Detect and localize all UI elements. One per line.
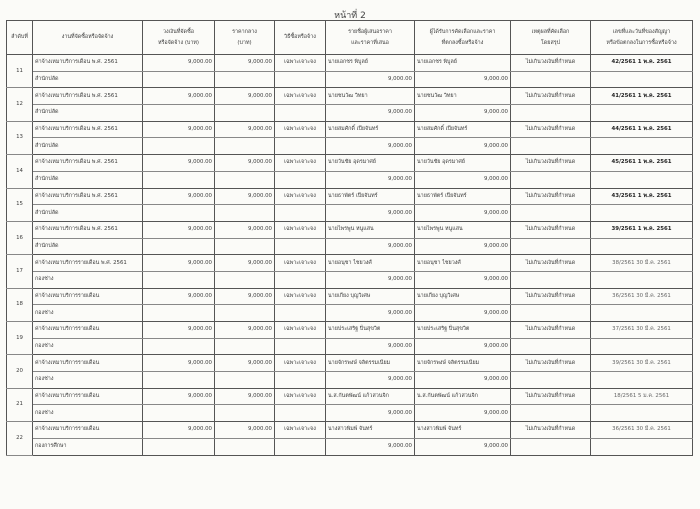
table-row	[7, 422, 693, 439]
cell-bidder: นายอนุชา ไชยวงศ์	[326, 255, 415, 272]
cell-median: 9,000.00	[215, 255, 275, 272]
table-subrow	[7, 105, 693, 122]
cell-item: ค่าจ้างเหมาบริการรายเดือน	[33, 422, 143, 439]
cell-reason: ไม่เกินวงเงินที่กำหนด	[511, 288, 591, 305]
cell-median: 9,000.00	[215, 188, 275, 205]
cell-win-price: 9,000.00	[415, 138, 511, 155]
cell-unit: กองช่าง	[33, 305, 143, 322]
cell-bid-price: 9,000.00	[326, 238, 415, 255]
cell-reason: ไม่เกินวงเงินที่กำหนด	[511, 355, 591, 372]
header-contract: เลขที่และวันที่ของสัญญา หรือข้อตกลงในการซื้อหรือจ้าง	[591, 21, 693, 55]
cell-contract: 43/2561 1 พ.ค. 2561	[591, 188, 693, 205]
cell-unit: สำนักปลัด	[33, 238, 143, 255]
cell-item: ค่าจ้างเหมาบริการรายเดือน	[33, 288, 143, 305]
header-median: ราคากลาง (บาท)	[215, 21, 275, 55]
header-winner: ผู้ได้รับการคัดเลือกและราคา ที่ตกลงซื้อหรือจ้าง	[415, 21, 511, 55]
cell-method: เฉพาะเจาะจง	[275, 88, 326, 105]
cell-bidder: นายสมศักดิ์ เปียจันทร์	[326, 121, 415, 138]
cell-method: เฉพาะเจาะจง	[275, 188, 326, 205]
cell-budget: 9,000.00	[143, 355, 215, 372]
cell-item: ค่าจ้างเหมาบริการเดือน พ.ศ. 2561	[33, 121, 143, 138]
table-subrow	[7, 438, 693, 455]
cell-item: ค่าจ้างเหมาบริการรายเดือน พ.ศ. 2561	[33, 255, 143, 272]
cell-contract: 45/2561 1 พ.ค. 2561	[591, 155, 693, 172]
cell-bidder: นางสาวพิมพ์ จันทร์	[326, 422, 415, 439]
cell-item: ค่าจ้างเหมาบริการรายเดือน	[33, 355, 143, 372]
cell-unit: กองช่าง	[33, 405, 143, 422]
table-row	[7, 188, 693, 205]
cell-median: 9,000.00	[215, 88, 275, 105]
cell-unit: สำนักปลัด	[33, 205, 143, 222]
table-row	[7, 88, 693, 105]
table-subrow	[7, 271, 693, 288]
cell-unit: สำนักปลัด	[33, 71, 143, 88]
cell-unit: สำนักปลัด	[33, 171, 143, 188]
cell-budget: 9,000.00	[143, 255, 215, 272]
cell-bidder: นายไพรพูน หนูแสน	[326, 221, 415, 238]
cell-method: เฉพาะเจาะจง	[275, 355, 326, 372]
header-method: วิธีซื้อหรือจ้าง	[275, 21, 326, 55]
cell-winner: นายสมศักดิ์ เปียจันทร์	[415, 121, 511, 138]
cell-no: 17	[7, 255, 33, 288]
cell-contract: 42/2561 1 พ.ค. 2561	[591, 55, 693, 72]
cell-median: 9,000.00	[215, 221, 275, 238]
cell-median: 9,000.00	[215, 388, 275, 405]
cell-contract: 39/2561 1 พ.ค. 2561	[591, 221, 693, 238]
table-row	[7, 322, 693, 339]
cell-win-price: 9,000.00	[415, 205, 511, 222]
table-row	[7, 155, 693, 172]
cell-no: 21	[7, 388, 33, 421]
cell-median: 9,000.00	[215, 322, 275, 339]
cell-bid-price: 9,000.00	[326, 438, 415, 455]
cell-unit: สำนักปลัด	[33, 138, 143, 155]
cell-item: ค่าจ้างเหมาบริการรายเดือน	[33, 322, 143, 339]
cell-contract: 38/2561 30 มี.ค. 2561	[591, 255, 693, 272]
cell-bidder: นายชนวัฒ วิทยา	[326, 88, 415, 105]
table-subrow	[7, 205, 693, 222]
cell-no: 22	[7, 422, 33, 455]
cell-bid-price: 9,000.00	[326, 405, 415, 422]
table-row	[7, 355, 693, 372]
cell-win-price: 9,000.00	[415, 238, 511, 255]
cell-budget: 9,000.00	[143, 88, 215, 105]
cell-winner: นายอนุชา ไชยวงศ์	[415, 255, 511, 272]
table-subrow	[7, 372, 693, 389]
cell-budget: 9,000.00	[143, 121, 215, 138]
cell-win-price: 9,000.00	[415, 338, 511, 355]
header-reason: เหตุผลที่คัดเลือก โดยสรุป	[511, 21, 591, 55]
cell-no: 13	[7, 121, 33, 154]
cell-winner: นายไพรพูน หนูแสน	[415, 221, 511, 238]
cell-reason: ไม่เกินวงเงินที่กำหนด	[511, 322, 591, 339]
cell-no: 12	[7, 88, 33, 121]
cell-no: 18	[7, 288, 33, 321]
cell-median: 9,000.00	[215, 288, 275, 305]
cell-item: ค่าจ้างเหมาบริการเดือน พ.ศ. 2561	[33, 155, 143, 172]
cell-bid-price: 9,000.00	[326, 305, 415, 322]
cell-winner: นายธาพัตร์ เปียจันทร์	[415, 188, 511, 205]
cell-bid-price: 9,000.00	[326, 138, 415, 155]
cell-contract: 18/2561 5 ม.ค. 2561	[591, 388, 693, 405]
cell-median: 9,000.00	[215, 121, 275, 138]
cell-reason: ไม่เกินวงเงินที่กำหนด	[511, 188, 591, 205]
cell-bid-price: 9,000.00	[326, 205, 415, 222]
procurement-table	[6, 20, 693, 456]
cell-budget: 9,000.00	[143, 221, 215, 238]
cell-win-price: 9,000.00	[415, 438, 511, 455]
cell-median: 9,000.00	[215, 422, 275, 439]
table-header	[7, 21, 693, 55]
table-row	[7, 221, 693, 238]
cell-win-price: 9,000.00	[415, 171, 511, 188]
cell-win-price: 9,000.00	[415, 305, 511, 322]
cell-bid-price: 9,000.00	[326, 271, 415, 288]
header-bidders: รายชื่อผู้เสนอราคา และราคาที่เสนอ	[326, 21, 415, 55]
cell-unit: กองช่าง	[33, 338, 143, 355]
cell-winner: นางสาวพิมพ์ จันทร์	[415, 422, 511, 439]
cell-method: เฉพาะเจาะจง	[275, 422, 326, 439]
cell-no: 11	[7, 55, 33, 88]
cell-reason: ไม่เกินวงเงินที่กำหนด	[511, 422, 591, 439]
cell-bid-price: 9,000.00	[326, 105, 415, 122]
cell-reason: ไม่เกินวงเงินที่กำหนด	[511, 88, 591, 105]
cell-method: เฉพาะเจาะจง	[275, 55, 326, 72]
cell-budget: 9,000.00	[143, 322, 215, 339]
table-subrow	[7, 171, 693, 188]
cell-method: เฉพาะเจาะจง	[275, 322, 326, 339]
cell-median: 9,000.00	[215, 355, 275, 372]
cell-reason: ไม่เกินวงเงินที่กำหนด	[511, 255, 591, 272]
cell-no: 16	[7, 221, 33, 254]
cell-bidder: นายเอกชร พิบูลย์	[326, 55, 415, 72]
cell-winner: นายเกียง บุญวิเศษ	[415, 288, 511, 305]
cell-method: เฉพาะเจาะจง	[275, 221, 326, 238]
table-body	[7, 55, 693, 456]
header-budget: วงเงินที่จัดซื้อ หรือจัดจ้าง (บาท)	[143, 21, 215, 55]
cell-item: ค่าจ้างเหมาบริการเดือน พ.ศ. 2561	[33, 88, 143, 105]
cell-bidder: นายจักรพงษ์ จลิตรรมเนียม	[326, 355, 415, 372]
cell-contract: 44/2561 1 พ.ค. 2561	[591, 121, 693, 138]
cell-method: เฉพาะเจาะจง	[275, 121, 326, 138]
cell-no: 15	[7, 188, 33, 221]
cell-bidder: นายประเสริฐ ปิ่นสุขวิต	[326, 322, 415, 339]
cell-budget: 9,000.00	[143, 422, 215, 439]
table-subrow	[7, 405, 693, 422]
table-row	[7, 255, 693, 272]
cell-win-price: 9,000.00	[415, 271, 511, 288]
table-subrow	[7, 238, 693, 255]
cell-reason: ไม่เกินวงเงินที่กำหนด	[511, 221, 591, 238]
cell-contract: 36/2561 30 มี.ค. 2561	[591, 422, 693, 439]
cell-no: 19	[7, 322, 33, 355]
cell-win-price: 9,000.00	[415, 405, 511, 422]
cell-unit: กองช่าง	[33, 372, 143, 389]
cell-method: เฉพาะเจาะจง	[275, 288, 326, 305]
cell-item: ค่าจ้างเหมาบริการเดือน พ.ศ. 2561	[33, 221, 143, 238]
table-row	[7, 55, 693, 72]
cell-method: เฉพาะเจาะจง	[275, 388, 326, 405]
cell-bid-price: 9,000.00	[326, 372, 415, 389]
cell-unit: สำนักปลัด	[33, 105, 143, 122]
cell-item: ค่าจ้างเหมาบริการเดือน พ.ศ. 2561	[33, 188, 143, 205]
page-title: หน้าที่ 2	[334, 11, 366, 21]
table-subrow	[7, 305, 693, 322]
cell-method: เฉพาะเจาะจง	[275, 255, 326, 272]
cell-budget: 9,000.00	[143, 55, 215, 72]
cell-reason: ไม่เกินวงเงินที่กำหนด	[511, 121, 591, 138]
cell-item: ค่าจ้างเหมาบริการรายเดือน	[33, 388, 143, 405]
cell-win-price: 9,000.00	[415, 71, 511, 88]
cell-contract: 36/2561 30 มี.ค. 2561	[591, 288, 693, 305]
cell-median: 9,000.00	[215, 155, 275, 172]
cell-reason: ไม่เกินวงเงินที่กำหนด	[511, 155, 591, 172]
cell-winner: นายชนวัฒ วิทยา	[415, 88, 511, 105]
cell-contract: 41/2561 1 พ.ค. 2561	[591, 88, 693, 105]
cell-budget: 9,000.00	[143, 388, 215, 405]
cell-budget: 9,000.00	[143, 288, 215, 305]
cell-reason: ไม่เกินวงเงินที่กำหนด	[511, 55, 591, 72]
cell-bidder: นายธาพัตร์ เปียจันทร์	[326, 188, 415, 205]
table-subrow	[7, 71, 693, 88]
cell-no: 20	[7, 355, 33, 388]
cell-winner: น.ส.กันตพัฒน์ แก้วสวนจิก	[415, 388, 511, 405]
cell-bidder: นายวันชัย อุดรมาศย์	[326, 155, 415, 172]
cell-bid-price: 9,000.00	[326, 171, 415, 188]
cell-reason: ไม่เกินวงเงินที่กำหนด	[511, 388, 591, 405]
cell-item: ค่าจ้างเหมาบริการเดือน พ.ศ. 2561	[33, 55, 143, 72]
cell-bidder: นายเกียง บุญวิเศษ	[326, 288, 415, 305]
cell-winner: นายจักรพงษ์ จลิตรรมเนียม	[415, 355, 511, 372]
cell-median: 9,000.00	[215, 55, 275, 72]
cell-winner: นายเอกชร พิบูลย์	[415, 55, 511, 72]
table-row	[7, 388, 693, 405]
cell-win-price: 9,000.00	[415, 372, 511, 389]
cell-method: เฉพาะเจาะจง	[275, 155, 326, 172]
cell-contract: 37/2561 30 มี.ค. 2561	[591, 322, 693, 339]
table-subrow	[7, 338, 693, 355]
table-row	[7, 121, 693, 138]
header-no: ลำดับที่	[7, 21, 33, 55]
cell-winner: นายวันชัย อุดรมาศย์	[415, 155, 511, 172]
cell-winner: นายประเสริฐ ปิ่นสุขวิต	[415, 322, 511, 339]
cell-no: 14	[7, 155, 33, 188]
cell-contract: 39/2561 30 มี.ค. 2561	[591, 355, 693, 372]
header-item: งานที่จัดซื้อหรือจัดจ้าง	[33, 21, 143, 55]
cell-budget: 9,000.00	[143, 188, 215, 205]
cell-bidder: น.ส.กันตพัฒน์ แก้วสวนจิก	[326, 388, 415, 405]
cell-unit: กองการศึกษา	[33, 438, 143, 455]
cell-win-price: 9,000.00	[415, 105, 511, 122]
table-row	[7, 288, 693, 305]
cell-bid-price: 9,000.00	[326, 71, 415, 88]
cell-unit: กองช่าง	[33, 271, 143, 288]
cell-budget: 9,000.00	[143, 155, 215, 172]
cell-bid-price: 9,000.00	[326, 338, 415, 355]
table-subrow	[7, 138, 693, 155]
